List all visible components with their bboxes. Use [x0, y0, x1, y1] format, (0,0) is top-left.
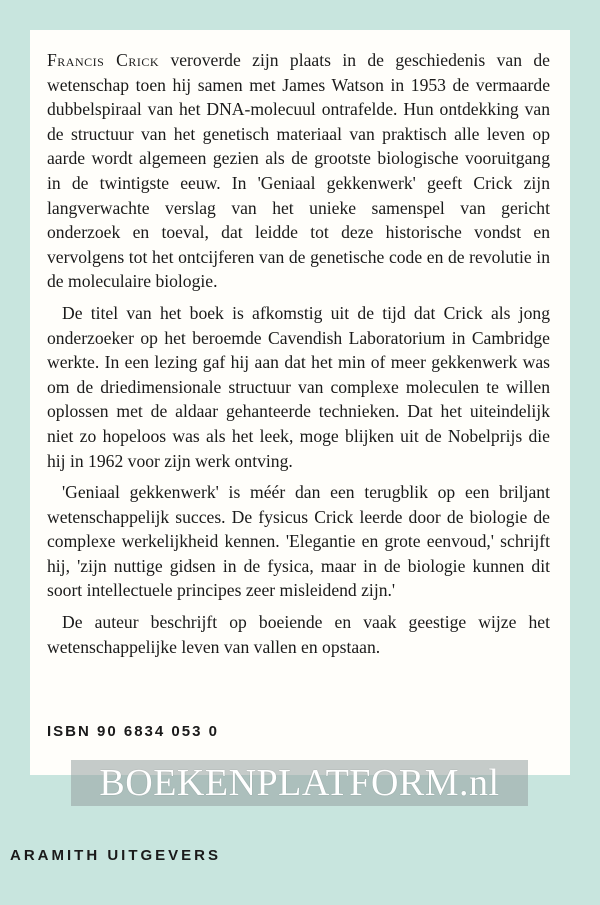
back-cover-blurb [47, 48, 550, 659]
watermark-text: BOEKENPLATFORM.nl [99, 762, 500, 804]
blurb-paragraph-4: De auteur beschrijft op boeiende en vaak geestige wijze het wetenschappelijke leven van vallen en opstaan. [47, 612, 550, 657]
isbn-number: ISBN 90 6834 053 0 [47, 723, 219, 740]
blurb-paragraph-3: 'Geniaal gekkenwerk' is méér dan een terugblik op een briljant wetenschappelijk succes. De fysicus Crick leerde door de biologie de complexe werkelijkheid kennen. 'Elegantie en grote eenvoud,' schrijft hij, 'zijn nuttige gidsen in de fysica, maar in de biologie kunnen dit soort intellectuele principes zeer misleidend zijn.' [47, 482, 550, 601]
watermark-banner [71, 760, 528, 806]
blurb-paragraph-1 [47, 48, 550, 294]
author-name: Francis Crick [47, 50, 160, 70]
blurb-paragraph-2: De titel van het boek is afkomstig uit de tijd dat Crick als jong onderzoeker op het beroemde Cavendish Laboratorium in Cambridge werkte. In een lezing gaf hij aan dat het min of meer gekkenwerk was om de driedimensionale structuur van complexe moleculen te willen oplossen met de aldaar gehanteerde technieken. Dat het uiteindelijk niet zo hopeloos was als het leek, moge blijken uit de Nobelprijs die hij in 1962 voor zijn werk ontving. [47, 302, 550, 471]
blurb-paragraph-1-text: veroverde zijn plaats in de geschiedenis van de wetenschap toen hij samen met James Watson in 1953 de vermaarde dubbelspiraal van het DNA-molecuul ontrafelde. Hun ontdekking van de structuur van het genetisch materiaal van praktisch alle leven op aarde wordt algemeen gezien als de grootste biologische vooruitgang in de twintigste eeuw. In 'Geniaal gekkenwerk' geeft Crick zijn langverwachte verslag van het unieke samenspel van gericht onderzoek en toeval, dat leidde tot deze historische vondst en vervolgens tot het ontcijferen van de genetische code en de revolutie in de moleculaire biologie. [47, 50, 550, 292]
publisher-name: ARAMITH UITGEVERS [10, 847, 222, 864]
